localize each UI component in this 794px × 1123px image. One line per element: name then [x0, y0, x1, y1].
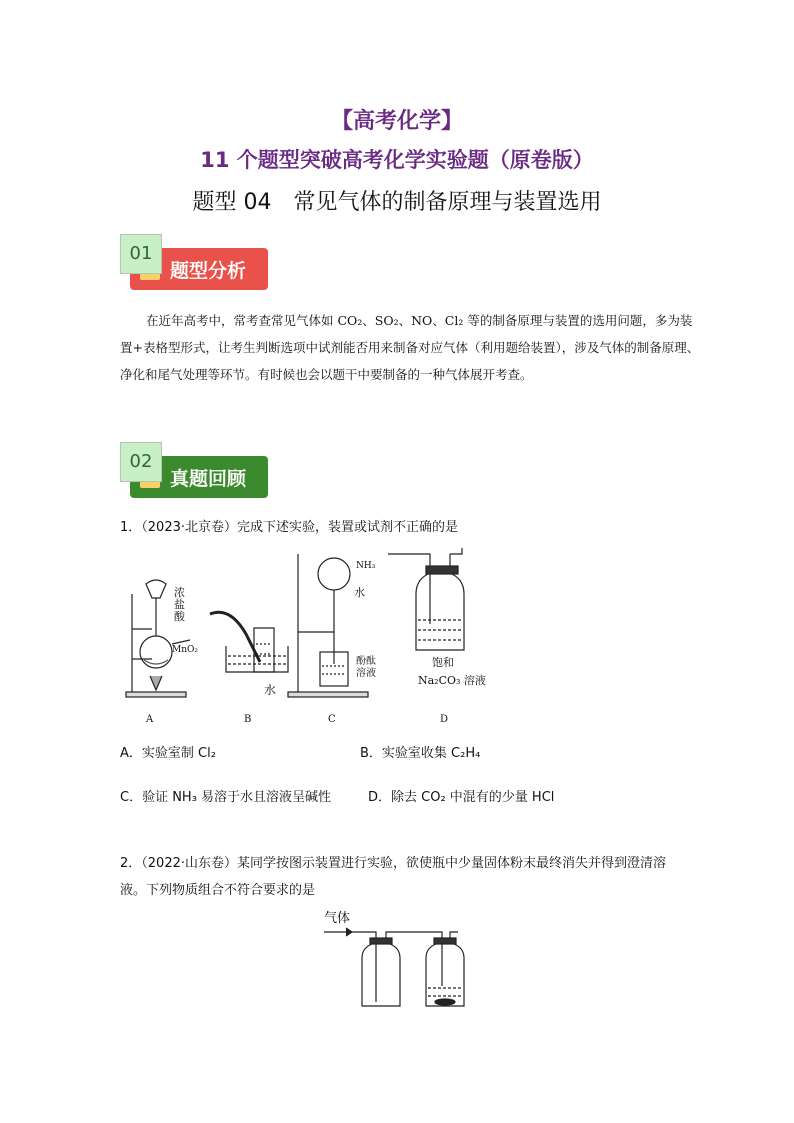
series-title: 11 个题型突破高考化学实验题（原卷版）: [200, 148, 594, 172]
apparatus-d: [388, 548, 486, 687]
c-solution-label-2: 溶液: [356, 668, 376, 679]
bracket-title: 【高考化学】: [330, 109, 463, 134]
q1-apparatus-figure: [120, 544, 500, 730]
q1-option-d: D．除去 CO₂ 中混有的少量 HCl: [368, 790, 555, 805]
q1-option-c: C．验证 NH₃ 易溶于水且溶液呈碱性: [120, 790, 332, 805]
apparatus-c: [288, 554, 376, 697]
caption-a: A: [146, 714, 154, 725]
caption-c: C: [328, 714, 336, 725]
question-2-stem: 2．（2022·山东卷）某同学按图示装置进行实验，欲使瓶中少量固体粉末最终消失并得到澄清溶液。下列物质组合不符合要求的是: [120, 856, 666, 898]
analysis-paragraph: [120, 307, 704, 388]
q2-gas-label: 气体: [324, 911, 351, 926]
caption-b: B: [244, 714, 252, 725]
c-solution-label-1: 酚酞: [356, 656, 376, 667]
a-reagent-label-2: 盐: [174, 598, 185, 611]
section-badge-analysis: [120, 244, 268, 290]
d-solution-label-1: 饱和: [432, 656, 454, 669]
q1-option-b: B．实验室收集 C₂H₄: [360, 746, 481, 761]
section-badge-review: [120, 452, 268, 498]
badge-number: 02: [120, 442, 162, 482]
a-reagent-label-1: 浓: [174, 586, 185, 599]
a-solid-label: MnO₂: [172, 645, 198, 655]
d-solution-label-2: Na₂CO₃ 溶液: [418, 674, 486, 687]
badge-label: 真题回顾: [170, 468, 247, 490]
c-water-label: 水: [354, 586, 365, 599]
b-liquid-label: 水: [264, 683, 277, 697]
badge-label: 题型分析: [170, 260, 247, 282]
topic-title: 题型 04 常见气体的制备原理与装置选用: [192, 190, 602, 215]
a-reagent-label-3: 酸: [174, 610, 185, 623]
badge-number: 01: [120, 234, 162, 274]
apparatus-a: [126, 580, 198, 697]
c-gas-label: NH₃: [356, 561, 376, 571]
caption-d: D: [440, 714, 449, 725]
question-1-stem: 1．（2023·北京卷）完成下述实验，装置或试剂不正确的是: [120, 520, 458, 535]
analysis-text: 在近年高考中，常考查常见气体如 CO₂、SO₂、NO、Cl₂ 等的制备原理与装置的选用问题，多为装置+表格型形式，让考生判断选项中试剂能否用来制备对应气体（利用题给装置），涉及气体的制备原理、净化和尾气处理等环节。有时候也会以题干中要制备的一种气体展开考查。: [120, 313, 700, 382]
q1-option-a: A．实验室制 Cl₂: [120, 746, 216, 761]
q2-apparatus-figure: [320, 908, 480, 1012]
apparatus-b: [210, 612, 288, 697]
